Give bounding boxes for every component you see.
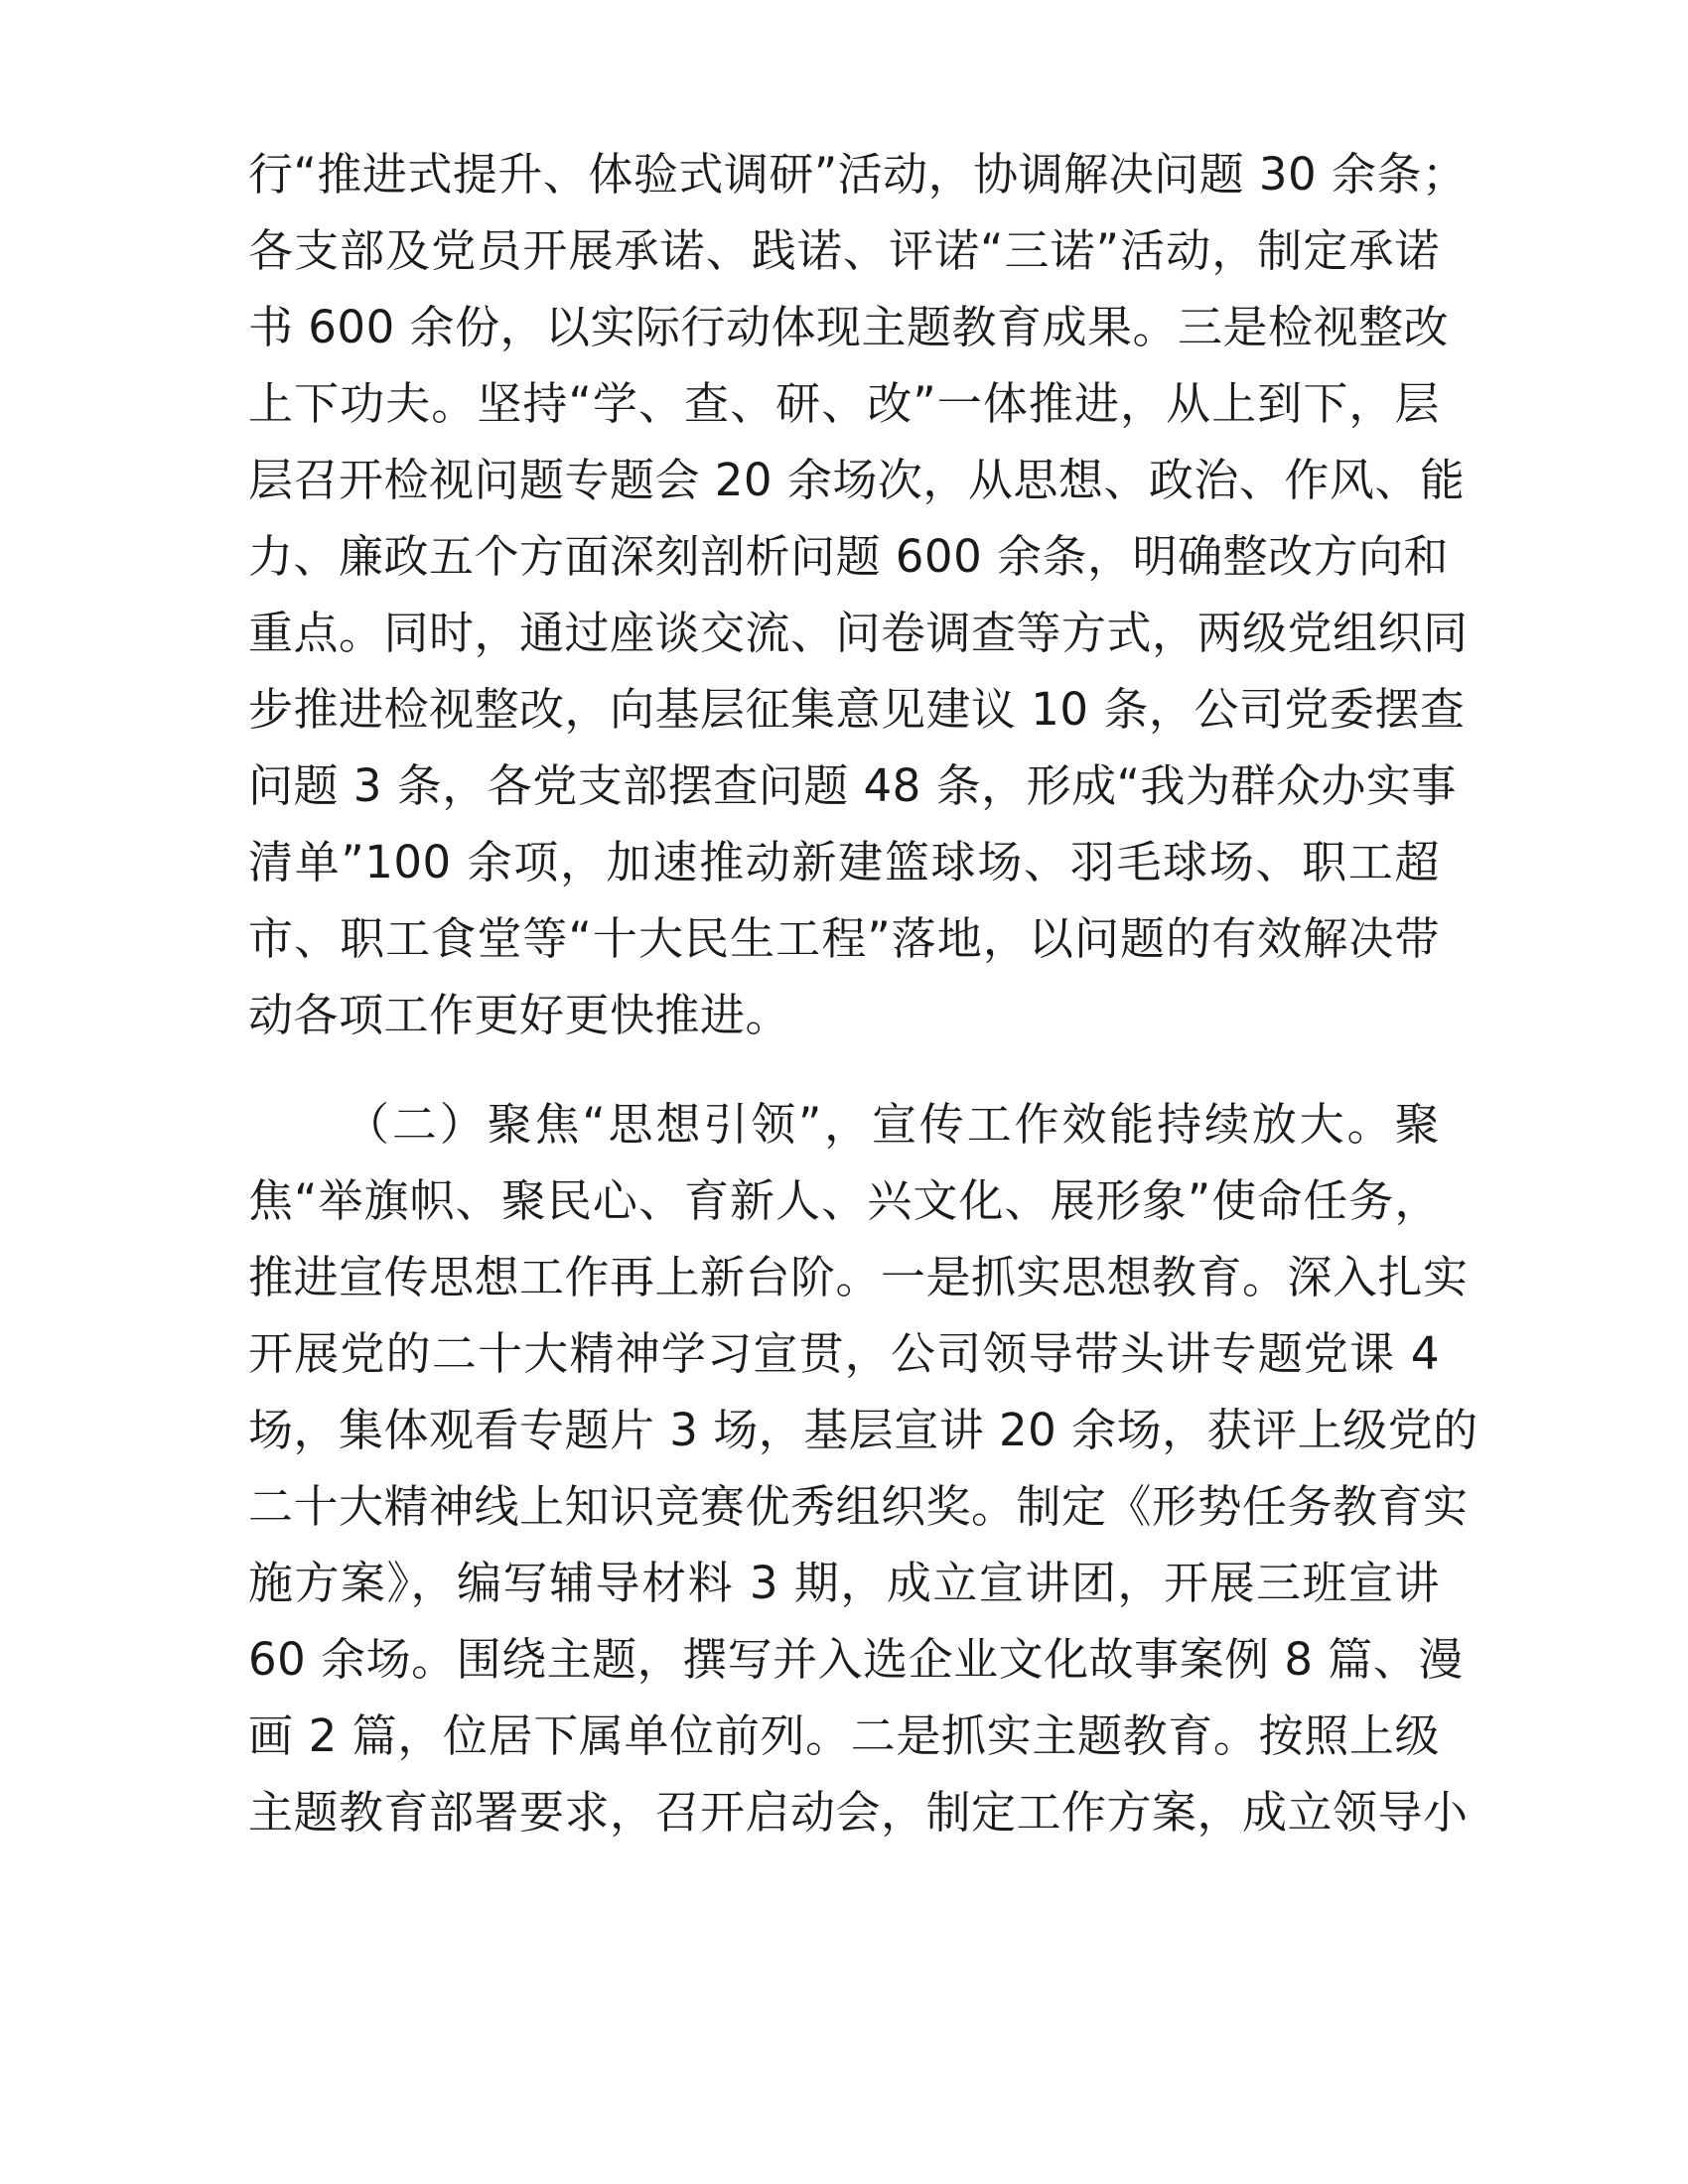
- text-line: 主题教育部署要求，召开启动会，制定工作方案，成立领导小: [248, 1786, 1469, 1839]
- text-line: 重点。同时，通过座谈交流、问卷调查等方式，两级党组织同: [248, 607, 1469, 659]
- text-line: 步推进检视整改，向基层征集意见建议 10 条，公司党委摆查: [248, 683, 1466, 736]
- text-line: 二十大精神线上知识竞赛优秀组织奖。制定《形势任务教育实: [248, 1480, 1469, 1533]
- text-line: 动各项工作更好更快推进。: [248, 989, 791, 1041]
- text-line: 焦“举旗帜、聚民心、育新人、兴文化、展形象”使命任务，: [248, 1174, 1440, 1227]
- text-line: 场，集体观看专题片 3 场，基层宣讲 20 余场，获评上级党的: [248, 1404, 1478, 1456]
- text-line: 推进宣传思想工作再上新台阶。一是抓实思想教育。深入扎实: [248, 1251, 1469, 1303]
- text-line: 行“推进式提升、体验式调研”活动，协调解决问题 30 余条；: [248, 148, 1468, 201]
- text-line: （二）聚焦“思想引领”，宣传工作效能持续放大。聚: [345, 1098, 1440, 1151]
- text-line: 画 2 篇，位居下属单位前列。二是抓实主题教育。按照上级: [248, 1709, 1440, 1762]
- text-line: 60 余场。围绕主题，撰写并入选企业文化故事案例 8 篇、漫: [248, 1633, 1464, 1686]
- text-line: 各支部及党员开展承诺、践诺、评诺“三诺”活动，制定承诺: [248, 224, 1440, 277]
- text-line: 开展党的二十大精神学习宣贯，公司领导带头讲专题党课 4: [248, 1327, 1440, 1380]
- text-line: 上下功夫。坚持“学、查、研、改”一体推进，从上到下，层: [248, 377, 1440, 430]
- text-line: 层召开检视问题专题会 20 余场次，从思想、政治、作风、能: [248, 454, 1466, 506]
- text-line: 市、职工食堂等“十大民生工程”落地，以问题的有效解决带: [248, 912, 1440, 965]
- text-line: 问题 3 条，各党支部摆查问题 48 条，形成“我为群众办实事: [248, 759, 1457, 812]
- text-line: 书 600 余份，以实际行动体现主题教育成果。三是检视整改: [248, 301, 1450, 353]
- text-line: 清单”100 余项，加速推动新建篮球场、羽毛球场、职工超: [248, 836, 1440, 888]
- text-line: 施方案》，编写辅导材料 3 期，成立宣讲团，开展三班宣讲: [248, 1557, 1440, 1609]
- text-line: 力、廉政五个方面深刻剖析问题 600 余条，明确整改方向和: [248, 530, 1450, 583]
